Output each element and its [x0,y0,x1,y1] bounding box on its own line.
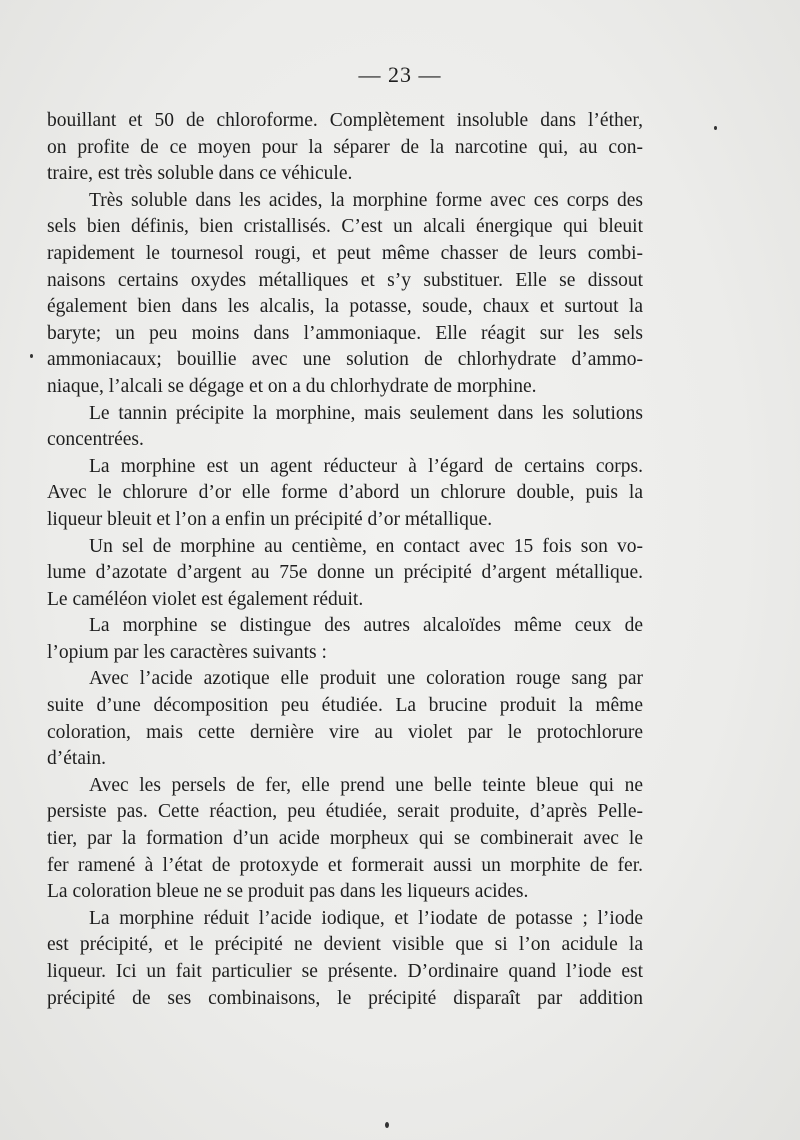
body-text [47,108,643,1012]
text-line: Avec le chlorure d’or elle forme d’abord un chlorure double, puis la [47,482,643,504]
text-line: concentrées. [47,429,144,451]
text-line: ammoniacaux; bouillie avec une solution de chlorhydrate d’ammo- [47,349,643,371]
text-line: sels bien définis, bien cristallisés. C’est un alcali énergique qui bleuit [47,216,643,238]
text-line: niaque, l’alcali se dégage et on a du chlorhydrate de morphine. [47,375,537,397]
text-line: Un sel de morphine au centième, en contact avec 15 fois son vo- [89,535,643,557]
text-line: La morphine est un agent réducteur à l’égard de certains corps. [89,455,643,477]
text-line: on profite de ce moyen pour la séparer de la narcotine qui, au con- [47,136,643,158]
text-line: rapidement le tournesol rougi, et peut même chasser de leurs combi- [47,242,643,264]
text-line: traire, est très soluble dans ce véhicule. [47,163,353,185]
text-line: La coloration bleue ne se produit pas dans les liqueurs acides. [47,881,529,903]
text-line: également bien dans les alcalis, la potasse, soude, chaux et surtout la [47,296,643,318]
text-line: bouillant et 50 de chloroforme. Complètement insoluble dans l’éther, [47,110,643,131]
ink-speck [714,126,717,130]
text-line: naisons certains oxydes métalliques et s’y substituer. Elle se dissout [47,269,643,291]
text-line: est précipité, et le précipité ne devient visible que si l’on acidule la [47,934,643,956]
text-line: coloration, mais cette dernière vire au violet par le protochlorure [47,721,643,743]
text-line: Très soluble dans les acides, la morphine forme avec ces corps des [89,189,643,211]
text-line: La morphine se distingue des autres alcaloïdes même ceux de [89,615,643,637]
text-line: persiste pas. Cette réaction, peu étudiée, serait produite, d’après Pelle- [47,801,643,823]
text-line: d’étain. [47,748,107,770]
text-line: lume d’azotate d’argent au 75e donne un précipité d’argent métallique. [47,562,643,584]
page-number: — 23 — [358,62,442,87]
text-line: l’opium par les caractères suivants : [47,641,327,663]
text-line: tier, par la formation d’un acide morpheux qui se combinerait avec le [47,828,643,850]
text-line: La morphine réduit l’acide iodique, et l’iodate de potasse ; l’iode [89,907,643,929]
text-line: fer ramené à l’état de protoxyde et formerait aussi un morphite de fer. [47,854,643,876]
text-line: Le tannin précipite la morphine, mais seulement dans les solutions [89,402,643,424]
text-line: baryte; un peu moins dans l’ammoniaque. Elle réagit sur les sels [47,322,643,344]
text-line: Le caméléon violet est également réduit. [47,588,364,610]
text-line: liqueur bleuit et l’on a enfin un précipité d’or métallique. [47,508,493,530]
text-line: suite d’une décomposition peu étudiée. La brucine produit la même [47,695,643,717]
text-line: Avec l’acide azotique elle produit une coloration rouge sang par [89,668,643,690]
text-line: Avec les persels de fer, elle prend une belle teinte bleue qui ne [89,774,643,796]
ink-speck [30,354,33,358]
text-line: précipité de ses combinaisons, le précipité disparaît par addition [47,987,643,1009]
text-line: liqueur. Ici un fait particulier se présente. D’ordinaire quand l’iode est [47,961,643,982]
ink-speck [385,1122,389,1128]
